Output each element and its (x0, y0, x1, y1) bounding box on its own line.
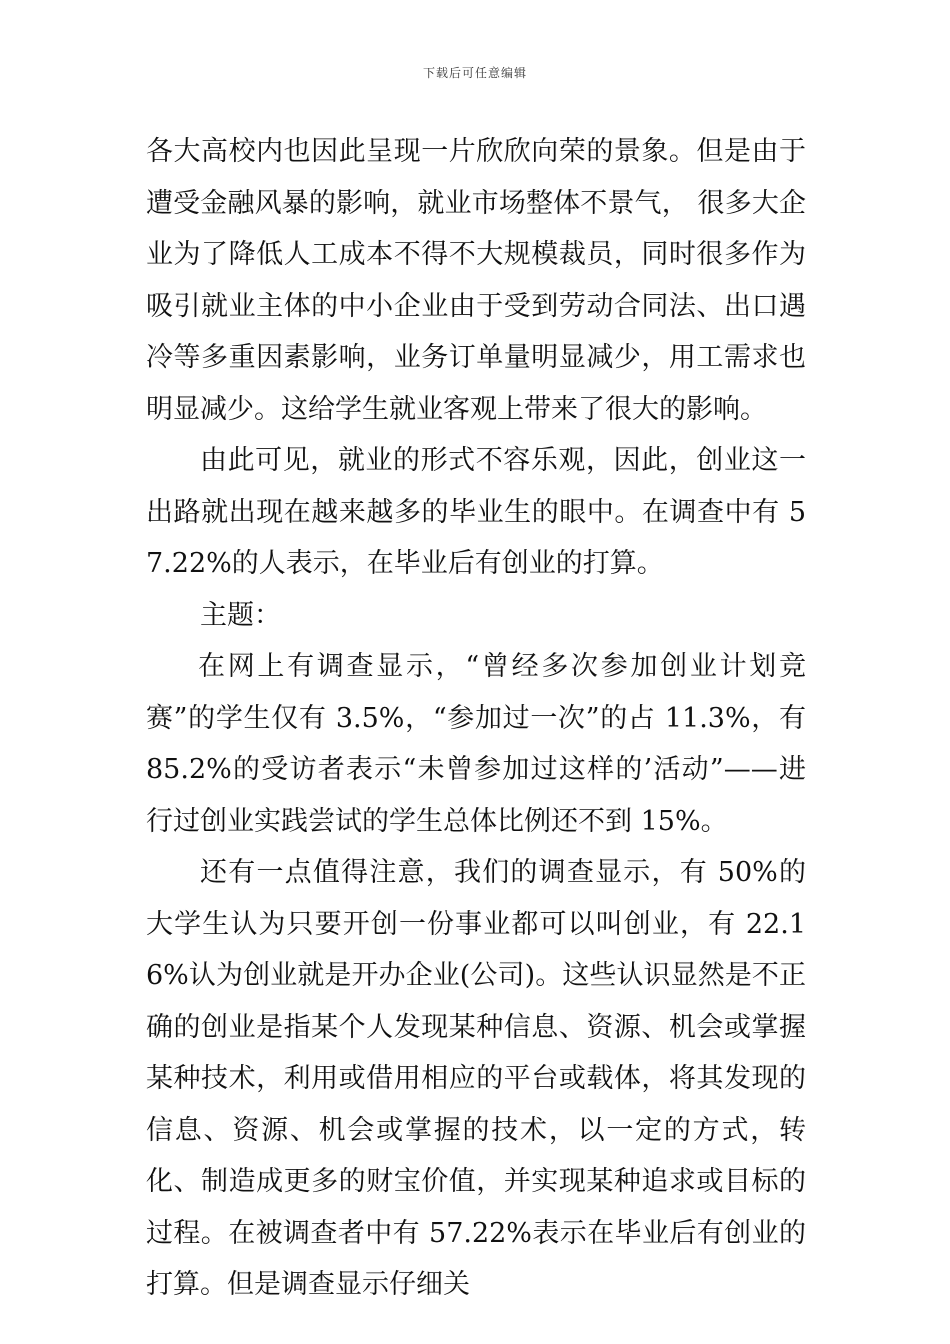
paragraph-entrepreneurship-definition: 还有一点值得注意，我们的调查显示，有 50%的大学生认为只要开创一份事业都可以叫创业，有 22.16%认为创业就是开办企业(公司)。这些认识显然是不正确的创业是指某个人发现某种信息、资源、机会或掌握某种技术，利用或借用相应的平台或载体，将其发现的信息、资源、机会或掌握的技术，以一定的方式，转化、制造成更多的财宝价值，并实现某种追求或目标的过程。在被调查者中有 57.22%表示在毕业后有创业的打算。但是调查显示仔细关 (146, 857, 806, 1300)
paragraph-topic-heading: 主题： (200, 599, 281, 631)
paragraph-employment-context: 各大高校内也因此呈现一片欣欣向荣的景象。但是由于遭受金融风暴的影响，就业市场整体不景气， 很多大企业为了降低人工成本不得不大规模裁员，同时很多作为吸引就业主体的中小企业由于受到劳动合同法、出口遇冷等多重因素影响，业务订单量明显减少，用工需求也明显减少。这给学生就业客观上带来了很大的影响。 (146, 136, 806, 425)
page-header-note: 下载后可任意编辑 (422, 66, 527, 80)
document-body (146, 126, 806, 1311)
paragraph-survey-participation: 在网上有调查显示，“曾经多次参加创业计划竞赛”的学生仅有 3.5%，“参加过一次”的占 11.3%，有 85.2%的受访者表示“未曾参加过这样的’活动”——进行过创业实践尝试的学生总体比例还不到 15%。 (146, 651, 806, 837)
paragraph-entrepreneurship-trend: 由此可见，就业的形式不容乐观，因此，创业这一出路就出现在越来越多的毕业生的眼中。在调查中有 57.22%的人表示，在毕业后有创业的打算。 (146, 445, 806, 579)
